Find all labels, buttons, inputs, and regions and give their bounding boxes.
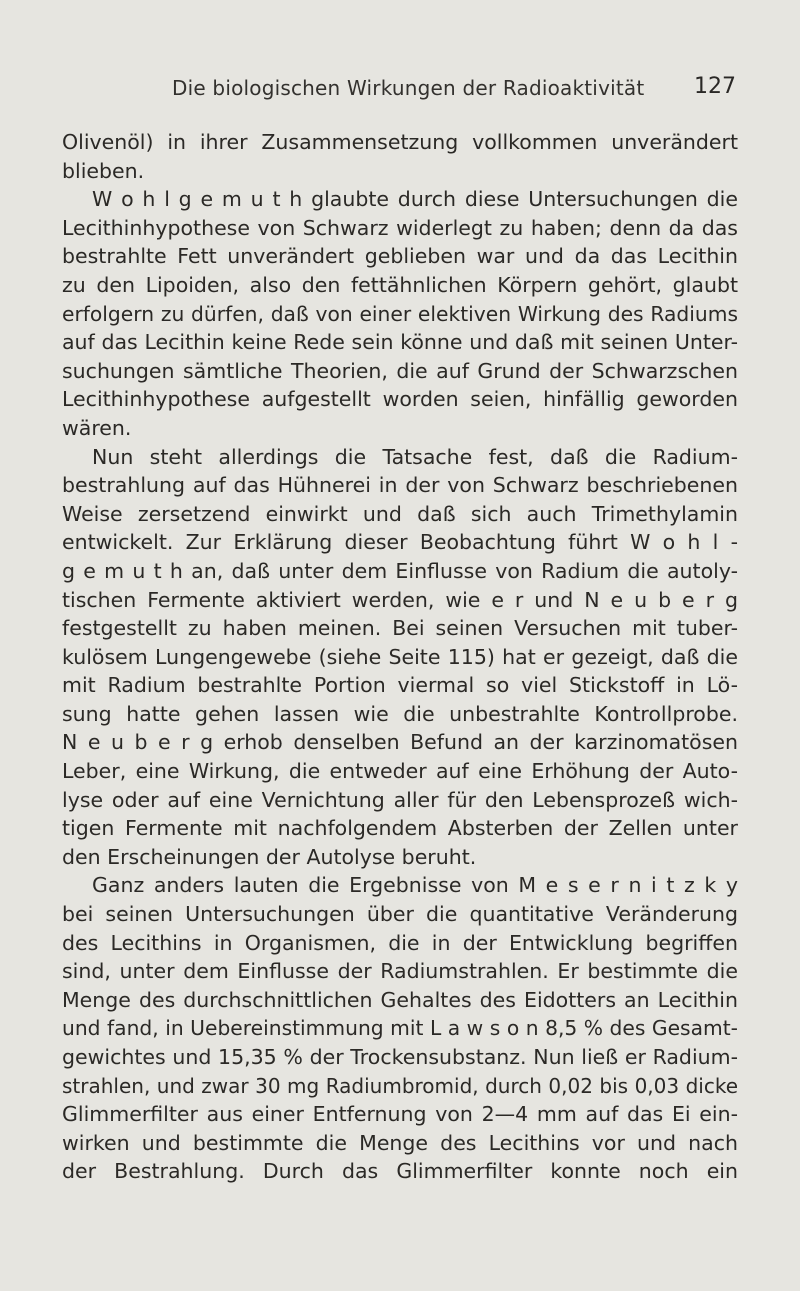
text-line: Glimmerfilter aus einer Entfernung von 2—4 mm auf das Ei ein- <box>62 1102 738 1127</box>
text-line: kulösem Lungengewebe (siehe Seite 115) hat er gezeigt, daß die <box>62 644 738 669</box>
text-line: bei seinen Untersuchungen über die quantitative Veränderung <box>62 902 738 927</box>
text-line: gewichtes und 15,35 % der Trockensubstanz. Nun ließ er Radium- <box>62 1045 738 1069</box>
text-line: sung hatte gehen lassen wie die unbestrahlte Kontrollprobe. <box>62 701 738 726</box>
text-line: Nun steht allerdings die Tatsache fest, daß die Radium- <box>92 444 738 469</box>
body-text <box>62 128 738 1186</box>
text-line: suchungen sämtliche Theorien, die auf Grund der Schwarzschen <box>62 358 738 383</box>
text-line: lyse oder auf eine Vernichtung aller für den Lebensprozeß wich- <box>62 787 738 812</box>
text-line: und fand, in Uebereinstimmung mit L a w s o n 8,5 % des Gesamt- <box>62 1016 738 1041</box>
text-line: wären. <box>62 415 132 440</box>
text-line: Menge des durchschnittlichen Gehaltes des Eidotters an Lecithin <box>62 987 738 1012</box>
text-line: Leber, eine Wirkung, die entweder auf eine Erhöhung der Auto- <box>62 759 738 784</box>
text-line: des Lecithins in Organismen, die in der Entwicklung begriffen <box>62 930 738 955</box>
text-line: festgestellt zu haben meinen. Bei seinen Versuchen mit tuber- <box>62 616 738 641</box>
page-header <box>62 76 738 110</box>
text-line: sind, unter dem Einflusse der Radiumstrahlen. Er bestimmte die <box>62 959 738 984</box>
text-line: Olivenöl) in ihrer Zusammensetzung vollkommen unverändert <box>62 130 738 154</box>
text-line: N e u b e r g erhob denselben Befund an der karzinomatösen <box>62 730 738 755</box>
text-line: bestrahlte Fett unverändert geblieben war und da das Lecithin <box>62 244 738 269</box>
running-head: Die biologischen Wirkungen der Radioaktivität <box>172 76 645 100</box>
text-line: bestrahlung auf das Hühnerei in der von Schwarz beschriebenen <box>62 473 738 498</box>
text-line: Ganz anders lauten die Ergebnisse von M e s e r n i t z k y <box>92 873 738 898</box>
text-line: strahlen, und zwar 30 mg Radiumbromid, durch 0,02 bis 0,03 dicke <box>62 1073 738 1098</box>
text-line: Weise zersetzend einwirkt und daß sich auch Trimethylamin <box>62 501 738 526</box>
text-line: tigen Fermente mit nachfolgendem Absterben der Zellen unter <box>62 816 738 841</box>
text-line: auf das Lecithin keine Rede sein könne und daß mit seinen Unter- <box>62 330 738 355</box>
text-line: der Bestrahlung. Durch das Glimmerfilter konnte noch ein <box>62 1159 738 1184</box>
text-line: mit Radium bestrahlte Portion viermal so viel Stickstoff in Lö- <box>62 673 738 698</box>
text-line: den Erscheinungen der Autolyse beruht. <box>62 844 477 869</box>
text-line: zu den Lipoiden, also den fettähnlichen Körpern gehört, glaubt <box>62 272 738 297</box>
text-line: blieben. <box>62 158 145 183</box>
text-line: tischen Fermente aktiviert werden, wie e r und N e u b e r g <box>62 587 738 612</box>
page-number: 127 <box>694 74 736 99</box>
text-line: wirken und bestimmte die Menge des Lecithins vor und nach <box>62 1130 738 1155</box>
text-line: entwickelt. Zur Erklärung dieser Beobachtung führt W o h l - <box>62 530 738 555</box>
text-line: g e m u t h an, daß unter dem Einflusse von Radium die autoly- <box>62 558 738 583</box>
text-line: erfolgern zu dürfen, daß von einer elektiven Wirkung des Radiums <box>62 301 738 326</box>
text-line: Lecithinhypothese von Schwarz widerlegt zu haben; denn da das <box>62 215 738 240</box>
text-line: W o h l g e m u t h glaubte durch diese Untersuchungen die <box>92 187 738 212</box>
text-line: Lecithinhypothese aufgestellt worden seien, hinfällig geworden <box>62 387 738 412</box>
